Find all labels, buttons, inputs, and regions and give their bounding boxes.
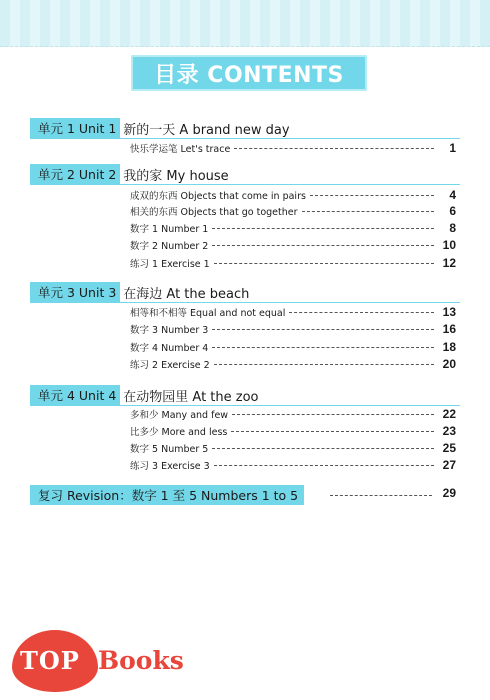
section-unit-1 bbox=[30, 118, 460, 138]
entry-page: 13 bbox=[442, 305, 456, 319]
topbooks-logo bbox=[12, 630, 208, 692]
leader-dots bbox=[330, 495, 432, 496]
toc-entry[interactable] bbox=[130, 188, 456, 202]
leader-dots bbox=[212, 347, 434, 348]
section-divider bbox=[30, 405, 460, 406]
leader-dots bbox=[289, 312, 434, 313]
page-title: 目录 CONTENTS bbox=[154, 62, 344, 88]
entry-label: 相关的东西 Objects that go together bbox=[130, 207, 298, 218]
leader-dots bbox=[212, 245, 434, 246]
section-divider bbox=[30, 138, 460, 139]
revision-label: 复习 Revision：数字 1 至 5 Numbers 1 to 5 bbox=[38, 488, 299, 503]
revision-page: 29 bbox=[442, 486, 456, 500]
leader-dots bbox=[214, 364, 434, 365]
revision-entry[interactable] bbox=[30, 485, 304, 505]
leader-dots bbox=[310, 195, 434, 196]
entry-page: 4 bbox=[449, 188, 456, 202]
unit-tab: 单元 1 Unit 1 bbox=[30, 118, 120, 138]
toc-entry[interactable] bbox=[130, 204, 456, 218]
entry-label: 成双的东西 Objects that come in pairs bbox=[130, 191, 306, 202]
leader-dots bbox=[231, 431, 434, 432]
entry-page: 22 bbox=[442, 407, 456, 421]
entry-label: 练习 1 Exercise 1 bbox=[130, 259, 210, 270]
leader-dots bbox=[214, 465, 434, 466]
entry-label: 练习 3 Exercise 3 bbox=[130, 461, 210, 472]
toc-entry[interactable] bbox=[130, 221, 456, 235]
leader-dots bbox=[212, 228, 434, 229]
unit-heading: 新的一天 A brand new day bbox=[123, 122, 290, 138]
section-unit-4 bbox=[30, 385, 460, 405]
leader-dots bbox=[212, 448, 434, 449]
logo-top-text: TOP bbox=[20, 646, 80, 675]
toc-entry[interactable] bbox=[130, 357, 456, 371]
entry-label: 数字 4 Number 4 bbox=[130, 343, 209, 354]
unit-tab: 单元 3 Unit 3 bbox=[30, 282, 120, 302]
toc-entry[interactable] bbox=[130, 256, 456, 270]
toc-entry[interactable] bbox=[130, 238, 456, 252]
entry-label: 多和少 Many and few bbox=[130, 410, 229, 421]
entry-label: 数字 1 Number 1 bbox=[130, 224, 209, 235]
toc-entry[interactable] bbox=[130, 458, 456, 472]
entry-page: 12 bbox=[442, 256, 456, 270]
unit-heading: 在动物园里 At the zoo bbox=[123, 389, 259, 405]
toc-entry[interactable] bbox=[130, 441, 456, 455]
entry-label: 数字 2 Number 2 bbox=[130, 241, 209, 252]
unit-tab: 单元 4 Unit 4 bbox=[30, 385, 120, 405]
entry-label: 数字 3 Number 3 bbox=[130, 325, 209, 336]
entry-label: 练习 2 Exercise 2 bbox=[130, 360, 210, 371]
entry-page: 18 bbox=[442, 340, 456, 354]
toc-entry[interactable] bbox=[130, 424, 456, 438]
leader-dots bbox=[234, 148, 434, 149]
entry-page: 10 bbox=[442, 238, 456, 252]
entry-page: 8 bbox=[449, 221, 456, 235]
unit-heading: 在海边 At the beach bbox=[123, 286, 250, 302]
toc-entry[interactable] bbox=[130, 340, 456, 354]
section-divider bbox=[30, 184, 460, 185]
entry-page: 23 bbox=[442, 424, 456, 438]
section-unit-3 bbox=[30, 282, 460, 302]
entry-page: 6 bbox=[449, 204, 456, 218]
entry-page: 27 bbox=[442, 458, 456, 472]
toc-entry[interactable] bbox=[130, 322, 456, 336]
toc-entry[interactable] bbox=[130, 305, 456, 319]
section-divider bbox=[30, 302, 460, 303]
header-band bbox=[0, 0, 490, 47]
unit-tab: 单元 2 Unit 2 bbox=[30, 164, 120, 184]
entry-label: 快乐学运笔 Let's trace bbox=[130, 144, 231, 155]
contents-title-banner bbox=[131, 55, 367, 91]
leader-dots bbox=[302, 211, 434, 212]
toc-entry[interactable] bbox=[130, 407, 456, 421]
entry-label: 相等和不相等 Equal and not equal bbox=[130, 308, 286, 319]
entry-page: 25 bbox=[442, 441, 456, 455]
entry-label: 数字 5 Number 5 bbox=[130, 444, 209, 455]
entry-page: 1 bbox=[449, 141, 456, 155]
leader-dots bbox=[214, 263, 434, 264]
entry-page: 20 bbox=[442, 357, 456, 371]
entry-label: 比多少 More and less bbox=[130, 427, 228, 438]
section-unit-2 bbox=[30, 164, 460, 184]
leader-dots bbox=[232, 414, 434, 415]
unit-heading: 我的家 My house bbox=[123, 168, 229, 184]
toc-entry[interactable] bbox=[130, 141, 456, 155]
leader-dots bbox=[212, 329, 434, 330]
logo-books-text: Books bbox=[98, 646, 184, 675]
entry-page: 16 bbox=[442, 322, 456, 336]
